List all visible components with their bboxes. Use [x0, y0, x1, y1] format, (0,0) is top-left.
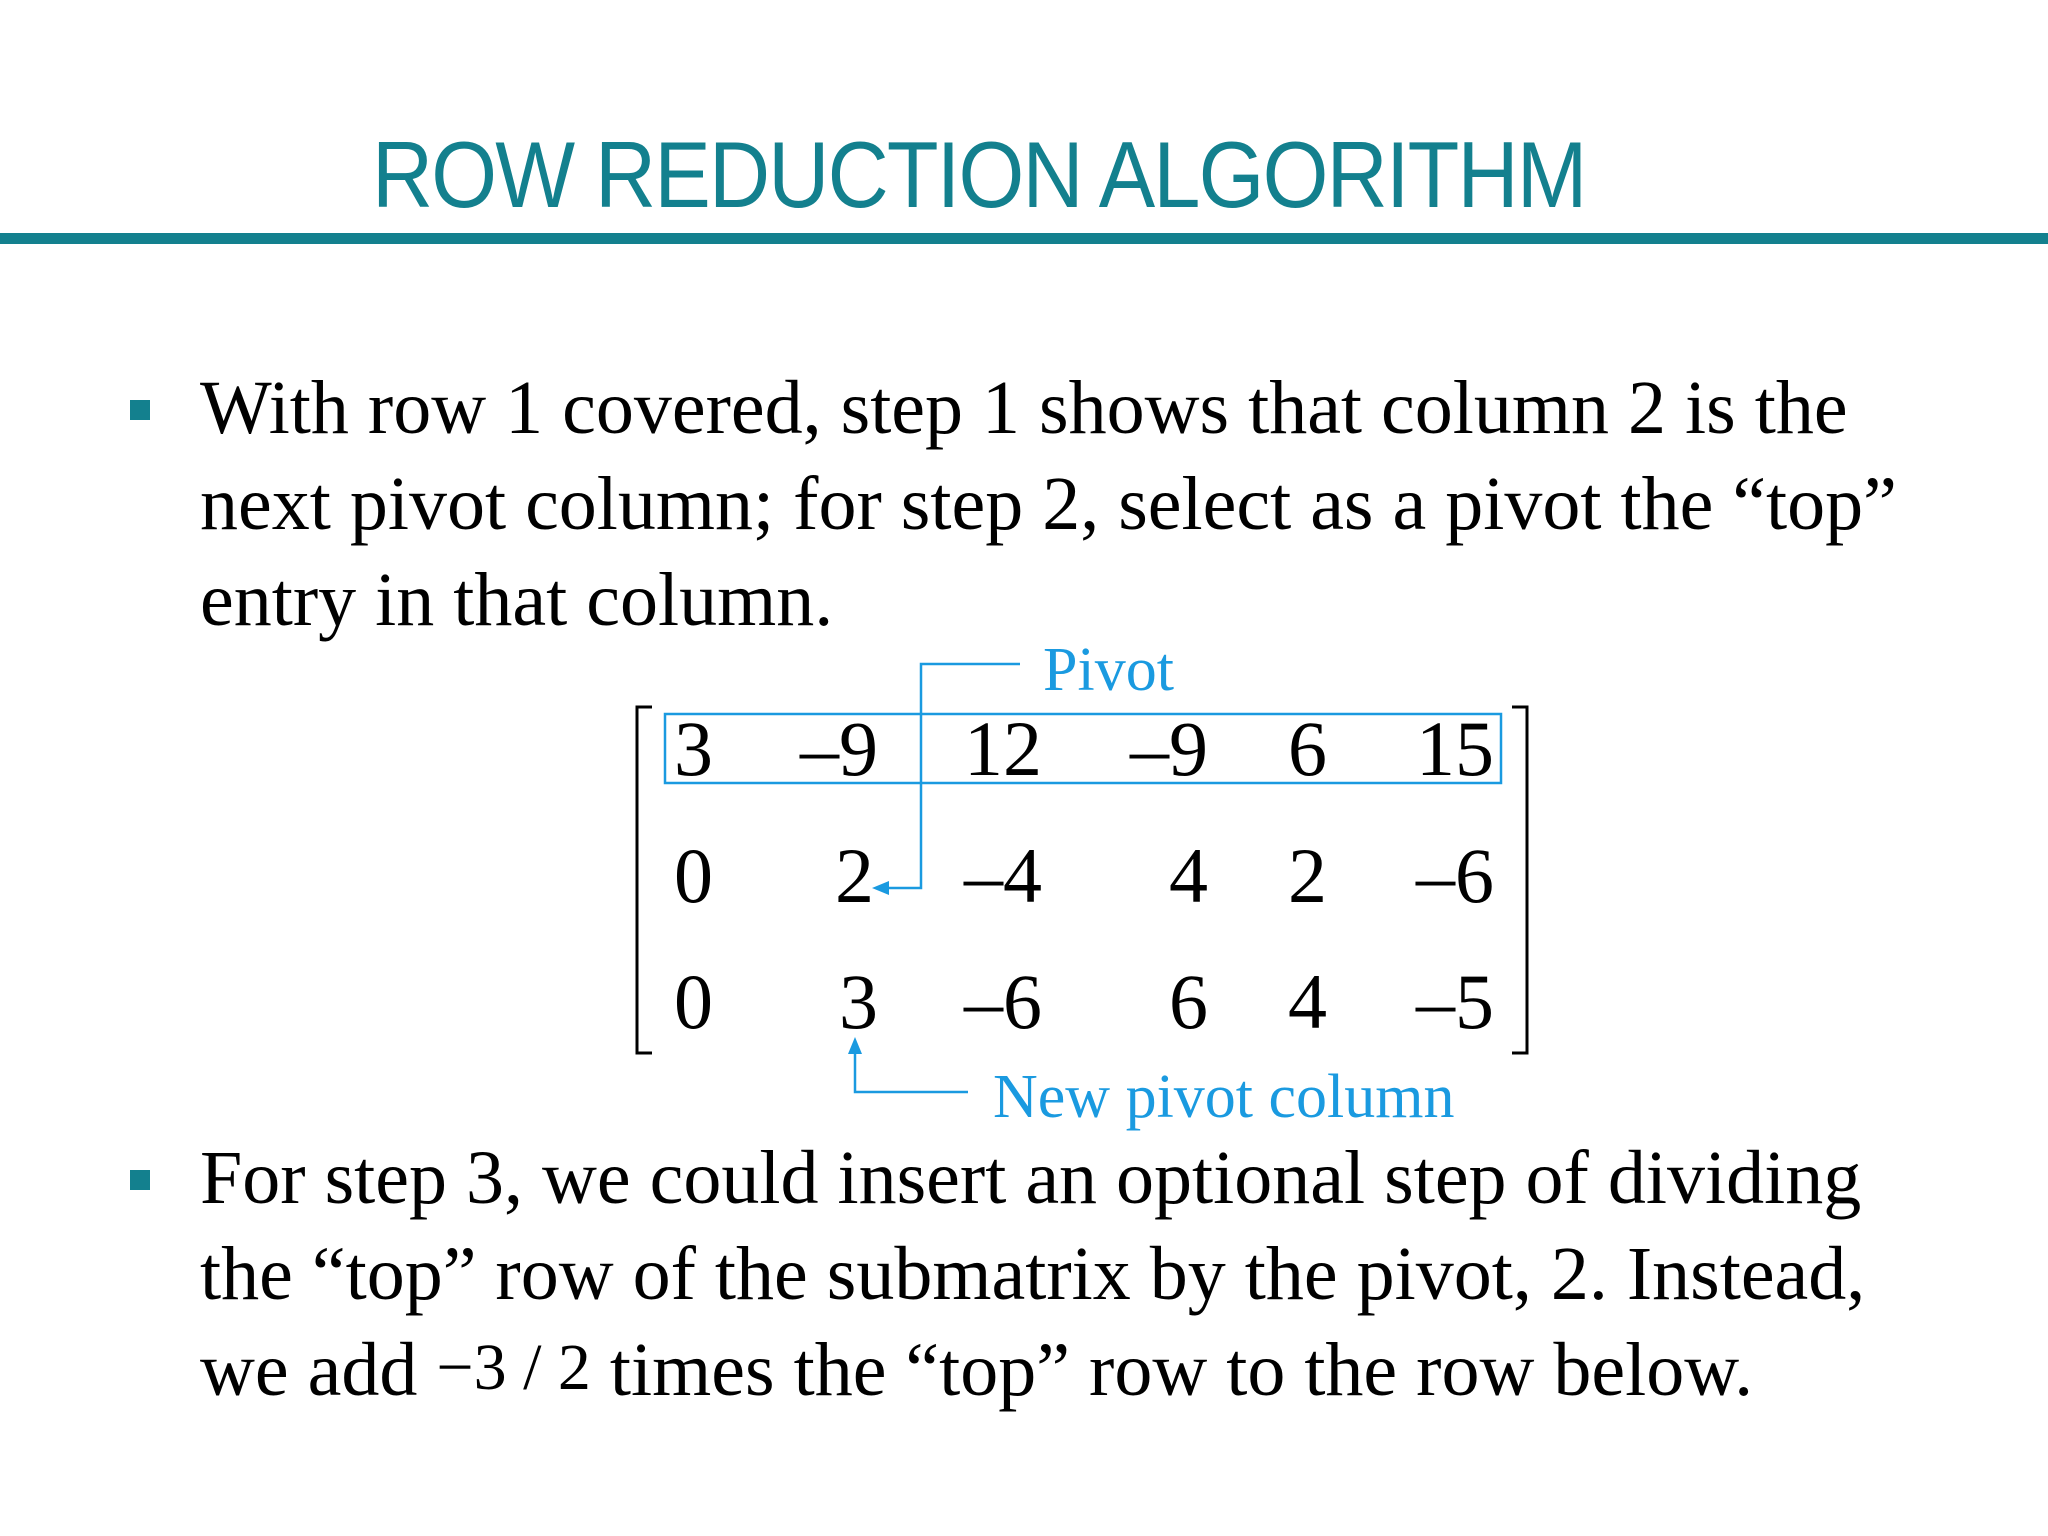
bullet-2-line-3-end: times the “top” row to the row below.	[590, 1328, 1754, 1412]
top-row-highlight	[665, 714, 1501, 783]
bullet-1-line-1: With row 1 covered, step 1 shows that column 2 is the	[200, 366, 1848, 450]
bullet-2-line-3	[200, 1322, 2000, 1422]
pivot-column-label: New pivot column	[993, 1063, 1455, 1131]
bullet-1-line-2: next pivot column; for step 2, select as a pivot the “top”	[200, 462, 1897, 546]
matrix-cell: –9	[1130, 705, 1208, 792]
matrix-cell: 4	[1169, 832, 1208, 919]
matrix-cell: –6	[964, 958, 1042, 1045]
column-leader-line	[855, 1052, 968, 1092]
matrix-cell: 0	[674, 832, 713, 919]
bullet-2-text	[200, 1130, 2000, 1422]
matrix-cell: 15	[1416, 705, 1494, 792]
matrix-cell: –6	[1416, 832, 1494, 919]
pivot-label: Pivot	[1043, 636, 1174, 704]
matrix-cell: –4	[964, 832, 1042, 919]
left-bracket	[637, 707, 652, 1053]
bullet-2-line-2: the “top” row of the submatrix by the pivot, 2. Instead,	[200, 1232, 1866, 1316]
matrix-cell: 12	[964, 705, 1042, 792]
slide-title: ROW REDUCTION ALGORITHM	[372, 122, 1586, 227]
matrix-cell: –5	[1416, 958, 1494, 1045]
fraction-expression: −3 / 2	[436, 1331, 591, 1404]
matrix-cell: 6	[1169, 958, 1208, 1045]
bullet-2-line-3-start: we add	[200, 1328, 437, 1412]
matrix-cell: 3	[674, 705, 713, 792]
matrix-cell: 0	[674, 958, 713, 1045]
bullet-1-line-3: entry in that column.	[200, 558, 834, 642]
matrix-cell: –9	[800, 705, 878, 792]
right-bracket	[1512, 707, 1527, 1053]
bullet-2-line-1: For step 3, we could insert an optional step of dividing	[200, 1136, 1862, 1220]
matrix-cell: 2	[1288, 832, 1327, 919]
matrix-cell: 2	[835, 832, 874, 919]
bullet-square-icon	[130, 1170, 150, 1190]
matrix-cell: 4	[1288, 958, 1327, 1045]
matrix-cell: 3	[839, 958, 878, 1045]
pivot-arrowhead-icon	[872, 881, 889, 895]
matrix-cell: 6	[1288, 705, 1327, 792]
